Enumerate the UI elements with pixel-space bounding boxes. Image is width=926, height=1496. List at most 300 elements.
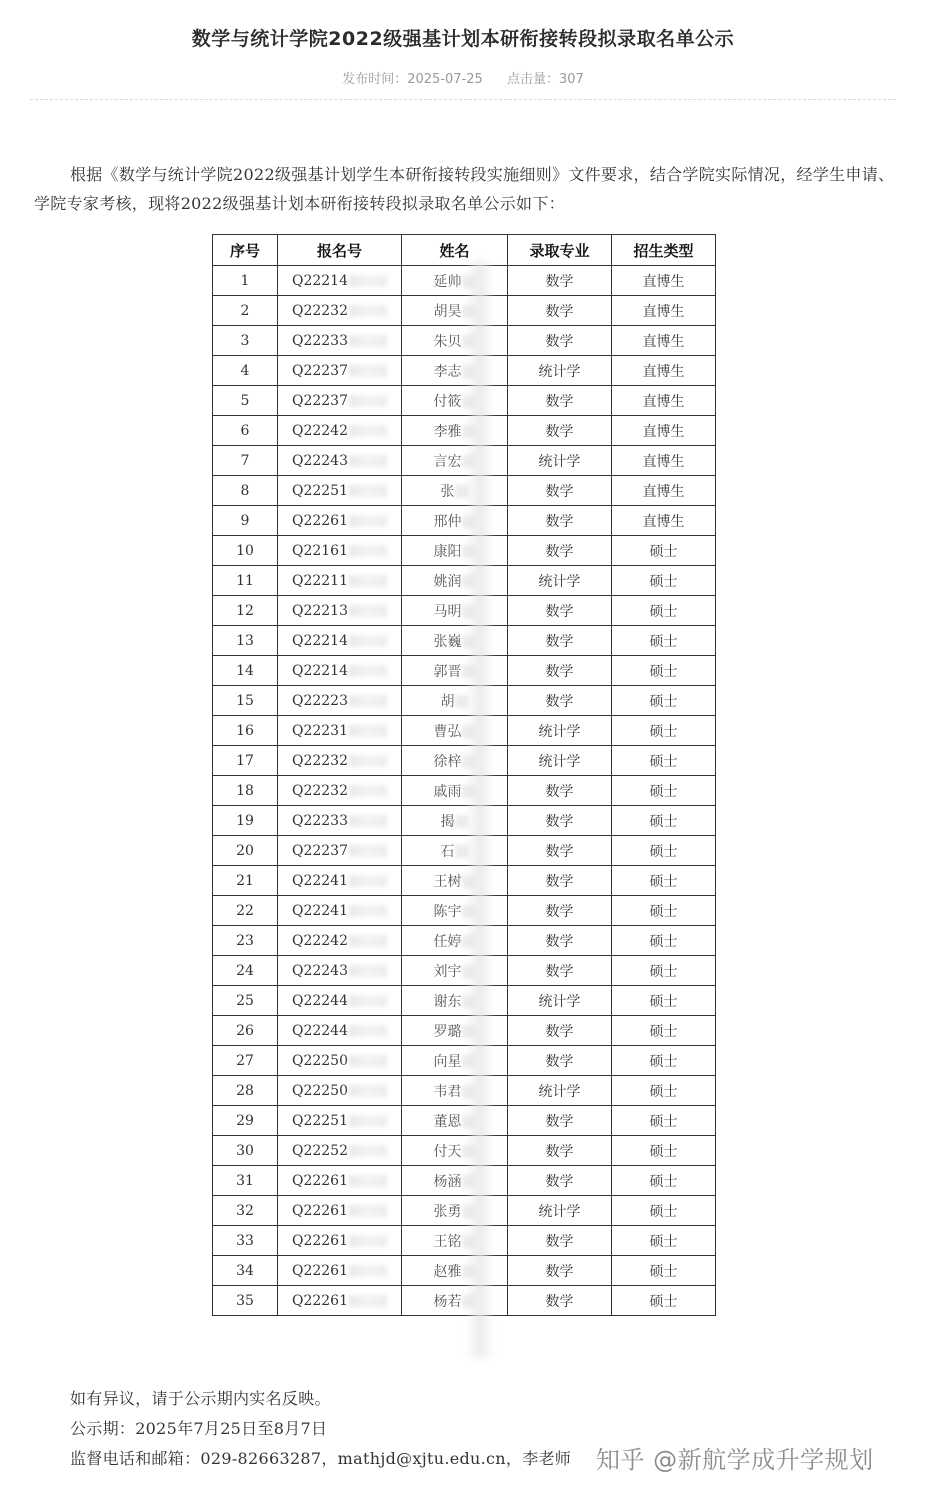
cell-type-text: 硕士 — [649, 963, 678, 980]
table-row — [213, 896, 716, 926]
cell-major — [508, 1046, 612, 1076]
table-row — [213, 746, 716, 776]
cell-name — [402, 776, 508, 806]
publish-date: 发布时间：2025-07-25 — [342, 72, 483, 87]
cell-name-text: 胡 — [440, 693, 455, 710]
cell-type — [612, 1016, 716, 1046]
cell-major — [508, 1136, 612, 1166]
cell-reg-text: Q22250 — [291, 1052, 348, 1069]
table-header-row — [213, 235, 716, 266]
cell-major-text: 统计学 — [538, 573, 581, 590]
cell-type-text: 硕士 — [649, 543, 678, 560]
cell-type — [612, 1136, 716, 1166]
cell-no — [213, 1136, 278, 1166]
cell-major — [508, 986, 612, 1016]
cell-type-text: 硕士 — [649, 1233, 678, 1250]
cell-reg — [278, 716, 402, 746]
cell-type — [612, 686, 716, 716]
cell-name-text: 谢东 — [433, 993, 462, 1010]
cell-type — [612, 506, 716, 536]
publicity-period: 公示期：2025年7月25日至8月7日 — [70, 1419, 328, 1438]
cell-no — [213, 776, 278, 806]
cell-reg — [278, 746, 402, 776]
cell-reg — [278, 566, 402, 596]
cell-reg — [278, 986, 402, 1016]
table-row — [213, 1226, 716, 1256]
table-row — [213, 626, 716, 656]
cell-type — [612, 1256, 716, 1286]
cell-name-text: 张巍 — [433, 633, 462, 650]
cell-no — [213, 956, 278, 986]
cell-no-text: 19 — [236, 812, 254, 829]
cell-no — [213, 596, 278, 626]
table-row — [213, 686, 716, 716]
cell-reg — [278, 1196, 402, 1226]
cell-no — [213, 446, 278, 476]
cell-type-text: 硕士 — [649, 843, 678, 860]
cell-type-text: 直博生 — [642, 513, 685, 530]
cell-no — [213, 356, 278, 386]
cell-type — [612, 656, 716, 686]
cell-reg-text: Q22161 — [291, 542, 348, 559]
cell-reg-text: Q22261 — [291, 1172, 348, 1189]
cell-reg — [278, 956, 402, 986]
cell-type — [612, 1106, 716, 1136]
cell-major-text: 数学 — [545, 603, 574, 620]
cell-major — [508, 506, 612, 536]
redaction-blur — [462, 725, 476, 738]
table-row — [213, 266, 716, 296]
cell-reg-text: Q22261 — [291, 512, 348, 529]
redaction-blur — [349, 485, 387, 497]
header-major: 录取专业 — [508, 235, 612, 266]
cell-major — [508, 596, 612, 626]
cell-name-text: 付天 — [433, 1143, 462, 1160]
cell-type — [612, 866, 716, 896]
cell-name — [402, 866, 508, 896]
cell-reg — [278, 686, 402, 716]
cell-no — [213, 1106, 278, 1136]
cell-type — [612, 1226, 716, 1256]
cell-major-text: 数学 — [545, 513, 574, 530]
table-row — [213, 446, 716, 476]
table-row — [213, 1016, 716, 1046]
cell-major-text: 统计学 — [538, 723, 581, 740]
cell-no — [213, 386, 278, 416]
cell-type — [612, 1166, 716, 1196]
supervision-contact: 监督电话和邮箱：029-82663287，mathjd@xjtu.edu.cn，李老师 — [70, 1449, 572, 1468]
cell-name-text: 朱贝 — [433, 333, 462, 350]
cell-type — [612, 986, 716, 1016]
table-row — [213, 986, 716, 1016]
cell-no — [213, 326, 278, 356]
cell-type — [612, 566, 716, 596]
cell-type-text: 直博生 — [642, 273, 685, 290]
cell-name-text: 王树 — [433, 873, 462, 890]
redaction-blur — [349, 1025, 387, 1037]
cell-name — [402, 716, 508, 746]
zhihu-watermark: 知乎 @新航学成升学规划 — [596, 1446, 874, 1474]
cell-no-text: 33 — [236, 1232, 254, 1249]
cell-no-text: 10 — [236, 542, 254, 559]
table-row — [213, 716, 716, 746]
cell-no — [213, 896, 278, 926]
cell-type-text: 硕士 — [649, 903, 678, 920]
cell-type — [612, 356, 716, 386]
cell-reg — [278, 896, 402, 926]
cell-name-text: 任婷 — [433, 933, 462, 950]
cell-major-text: 数学 — [545, 1263, 574, 1280]
cell-no-text: 1 — [240, 272, 250, 289]
cell-name-text: 马明 — [433, 603, 462, 620]
cell-type-text: 硕士 — [649, 723, 678, 740]
cell-reg-text: Q22232 — [291, 302, 348, 319]
cell-name — [402, 626, 508, 656]
table-row — [213, 296, 716, 326]
cell-no — [213, 626, 278, 656]
table-row — [213, 1256, 716, 1286]
cell-major-text: 数学 — [545, 873, 574, 890]
cell-no — [213, 296, 278, 326]
redaction-blur — [462, 515, 476, 528]
cell-major — [508, 926, 612, 956]
cell-reg-text: Q22243 — [291, 452, 348, 469]
cell-name — [402, 506, 508, 536]
footer-notes — [70, 1384, 571, 1474]
cell-major — [508, 296, 612, 326]
cell-name-text: 言宏 — [433, 453, 462, 470]
cell-name-text: 延帅 — [433, 273, 462, 290]
cell-major-text: 数学 — [545, 303, 574, 320]
cell-name-text: 胡昊 — [433, 303, 462, 320]
cell-no — [213, 1166, 278, 1196]
cell-type — [612, 386, 716, 416]
cell-type — [612, 806, 716, 836]
cell-no — [213, 866, 278, 896]
cell-type-text: 直博生 — [642, 363, 685, 380]
cell-reg — [278, 836, 402, 866]
cell-major-text: 统计学 — [538, 1083, 581, 1100]
cell-reg-text: Q22232 — [291, 752, 348, 769]
cell-major — [508, 1226, 612, 1256]
cell-reg-text: Q22241 — [291, 872, 348, 889]
cell-type — [612, 626, 716, 656]
cell-major — [508, 896, 612, 926]
cell-reg-text: Q22251 — [291, 1112, 348, 1129]
cell-no — [213, 476, 278, 506]
meta-divider — [30, 99, 896, 100]
cell-major — [508, 476, 612, 506]
table-row — [213, 476, 716, 506]
header-name: 姓名 — [402, 235, 508, 266]
cell-no-text: 35 — [236, 1292, 254, 1309]
redaction-blur — [462, 1085, 476, 1098]
cell-reg — [278, 656, 402, 686]
redaction-blur — [462, 575, 476, 588]
cell-major-text: 统计学 — [538, 753, 581, 770]
cell-no — [213, 416, 278, 446]
table-row — [213, 326, 716, 356]
cell-name-text: 戚雨 — [433, 783, 462, 800]
table-row — [213, 596, 716, 626]
redaction-blur — [455, 695, 469, 708]
redaction-blur — [349, 905, 387, 917]
cell-type-text: 硕士 — [649, 693, 678, 710]
cell-no-text: 28 — [236, 1082, 254, 1099]
cell-type — [612, 716, 716, 746]
cell-no-text: 6 — [240, 422, 250, 439]
cell-major-text: 数学 — [545, 933, 574, 950]
cell-type-text: 硕士 — [649, 1293, 678, 1310]
cell-major — [508, 626, 612, 656]
redaction-blur — [462, 785, 476, 798]
cell-major-text: 数学 — [545, 1293, 574, 1310]
table-row — [213, 926, 716, 956]
cell-reg-text: Q22252 — [291, 1142, 348, 1159]
cell-type — [612, 296, 716, 326]
cell-reg-text: Q22237 — [291, 392, 348, 409]
cell-name — [402, 896, 508, 926]
cell-name — [402, 416, 508, 446]
cell-no-text: 21 — [236, 872, 254, 889]
cell-type — [612, 746, 716, 776]
cell-type — [612, 596, 716, 626]
cell-no-text: 18 — [236, 782, 254, 799]
cell-type-text: 硕士 — [649, 813, 678, 830]
cell-reg-text: Q22211 — [291, 572, 348, 589]
cell-no — [213, 1196, 278, 1226]
cell-name — [402, 1196, 508, 1226]
cell-type — [612, 1286, 716, 1316]
redaction-blur — [462, 635, 476, 648]
redaction-blur — [349, 1265, 387, 1277]
cell-type-text: 硕士 — [649, 663, 678, 680]
cell-name — [402, 1046, 508, 1076]
cell-major — [508, 836, 612, 866]
cell-no-text: 8 — [240, 482, 250, 499]
cell-name-text: 曹弘 — [433, 723, 462, 740]
cell-reg — [278, 1016, 402, 1046]
cell-name — [402, 836, 508, 866]
cell-name-text: 杨涵 — [433, 1173, 462, 1190]
redaction-blur — [349, 815, 387, 827]
cell-reg-text: Q22233 — [291, 812, 348, 829]
cell-reg-text: Q22250 — [291, 1082, 348, 1099]
cell-name — [402, 386, 508, 416]
cell-reg — [278, 776, 402, 806]
redaction-blur — [349, 1115, 387, 1127]
table-row — [213, 656, 716, 686]
cell-name-text: 王铭 — [433, 1233, 462, 1250]
cell-reg-text: Q22261 — [291, 1262, 348, 1279]
cell-no-text: 31 — [236, 1172, 254, 1189]
cell-no-text: 26 — [236, 1022, 254, 1039]
cell-no-text: 13 — [236, 632, 254, 649]
cell-reg-text: Q22241 — [291, 902, 348, 919]
cell-name — [402, 926, 508, 956]
cell-major-text: 数学 — [545, 1113, 574, 1130]
table-row — [213, 1136, 716, 1166]
cell-major — [508, 1256, 612, 1286]
redaction-blur — [349, 965, 387, 977]
cell-type-text: 硕士 — [649, 1053, 678, 1070]
cell-no — [213, 1076, 278, 1106]
cell-type-text: 直博生 — [642, 303, 685, 320]
cell-reg — [278, 626, 402, 656]
cell-major — [508, 356, 612, 386]
redaction-blur — [349, 605, 387, 617]
cell-major — [508, 656, 612, 686]
cell-reg-text: Q22232 — [291, 782, 348, 799]
cell-name — [402, 1076, 508, 1106]
redaction-blur — [462, 605, 476, 618]
redaction-blur — [349, 515, 387, 527]
cell-type — [612, 926, 716, 956]
cell-reg — [278, 416, 402, 446]
redaction-blur — [349, 1145, 387, 1157]
cell-reg — [278, 1286, 402, 1316]
cell-name-text: 杨若 — [433, 1293, 462, 1310]
redaction-blur — [462, 905, 476, 918]
cell-major-text: 数学 — [545, 1023, 574, 1040]
cell-name — [402, 566, 508, 596]
article-meta — [0, 68, 926, 87]
cell-reg-text: Q22242 — [291, 932, 348, 949]
redaction-blur — [349, 365, 387, 377]
cell-no-text: 17 — [236, 752, 254, 769]
cell-name-text: 姚润 — [433, 573, 462, 590]
cell-no — [213, 506, 278, 536]
redaction-blur — [349, 725, 387, 737]
cell-reg — [278, 806, 402, 836]
redaction-blur — [462, 755, 476, 768]
cell-type-text: 直博生 — [642, 423, 685, 440]
cell-reg — [278, 326, 402, 356]
cell-reg-text: Q22244 — [291, 992, 348, 1009]
cell-major — [508, 1286, 612, 1316]
cell-reg-text: Q22261 — [291, 1292, 348, 1309]
cell-no-text: 23 — [236, 932, 254, 949]
redaction-blur — [349, 1235, 387, 1247]
cell-name — [402, 476, 508, 506]
cell-no-text: 29 — [236, 1112, 254, 1129]
redaction-blur — [455, 485, 469, 498]
cell-type-text: 硕士 — [649, 1083, 678, 1100]
cell-major-text: 数学 — [545, 783, 574, 800]
cell-major — [508, 956, 612, 986]
cell-reg-text: Q22223 — [291, 692, 348, 709]
cell-no-text: 22 — [236, 902, 254, 919]
table-row — [213, 1166, 716, 1196]
cell-major — [508, 866, 612, 896]
cell-type-text: 硕士 — [649, 783, 678, 800]
cell-no-text: 7 — [240, 452, 250, 469]
cell-reg — [278, 1166, 402, 1196]
redaction-blur — [462, 1295, 476, 1308]
redaction-blur — [349, 1205, 387, 1217]
cell-reg-text: Q22261 — [291, 1232, 348, 1249]
cell-no — [213, 266, 278, 296]
header-reg: 报名号 — [278, 235, 402, 266]
cell-name-text: 李志 — [433, 363, 462, 380]
cell-no — [213, 926, 278, 956]
cell-major — [508, 686, 612, 716]
cell-name — [402, 1016, 508, 1046]
cell-no-text: 5 — [240, 392, 250, 409]
redaction-blur — [462, 665, 476, 678]
cell-no-text: 25 — [236, 992, 254, 1009]
redaction-blur — [462, 455, 476, 468]
cell-type-text: 硕士 — [649, 1203, 678, 1220]
cell-name — [402, 1256, 508, 1286]
cell-type-text: 硕士 — [649, 1113, 678, 1130]
cell-type-text: 直博生 — [642, 333, 685, 350]
table-row — [213, 1286, 716, 1316]
cell-name — [402, 446, 508, 476]
cell-no — [213, 566, 278, 596]
redaction-blur — [462, 1205, 476, 1218]
cell-name-text: 张勇 — [433, 1203, 462, 1220]
objection-note: 如有异议，请于公示期内实名反映。 — [70, 1389, 331, 1408]
admission-table — [212, 234, 716, 1316]
redaction-blur — [462, 395, 476, 408]
cell-name-text: 康阳 — [433, 543, 462, 560]
redaction-blur — [349, 875, 387, 887]
cell-name-text: 石 — [440, 843, 455, 860]
redaction-blur — [462, 1055, 476, 1068]
cell-reg — [278, 296, 402, 326]
table-row — [213, 776, 716, 806]
cell-reg — [278, 1256, 402, 1286]
table-row — [213, 566, 716, 596]
redaction-blur — [462, 965, 476, 978]
redaction-blur — [462, 1115, 476, 1128]
redaction-blur — [462, 1145, 476, 1158]
cell-no — [213, 836, 278, 866]
cell-major — [508, 1166, 612, 1196]
redaction-blur — [455, 845, 469, 858]
cell-no — [213, 536, 278, 566]
cell-type-text: 硕士 — [649, 1173, 678, 1190]
cell-type — [612, 1076, 716, 1106]
redaction-blur — [349, 755, 387, 767]
cell-major — [508, 806, 612, 836]
cell-name — [402, 1136, 508, 1166]
table-row — [213, 386, 716, 416]
cell-no — [213, 686, 278, 716]
cell-major-text: 数学 — [545, 393, 574, 410]
cell-reg — [278, 446, 402, 476]
cell-major-text: 数学 — [545, 963, 574, 980]
cell-type-text: 直博生 — [642, 393, 685, 410]
redaction-blur — [349, 665, 387, 677]
cell-reg — [278, 1106, 402, 1136]
cell-type — [612, 446, 716, 476]
cell-type — [612, 536, 716, 566]
cell-name — [402, 686, 508, 716]
cell-name — [402, 266, 508, 296]
cell-major-text: 数学 — [545, 483, 574, 500]
cell-name-text: 邢仲 — [433, 513, 462, 530]
cell-name-text: 张 — [440, 483, 455, 500]
cell-major-text: 数学 — [545, 1053, 574, 1070]
cell-name — [402, 326, 508, 356]
redaction-blur — [349, 455, 387, 467]
cell-reg — [278, 476, 402, 506]
cell-reg-text: Q22214 — [291, 632, 348, 649]
cell-reg-text: Q22233 — [291, 332, 348, 349]
redaction-blur — [349, 545, 387, 557]
